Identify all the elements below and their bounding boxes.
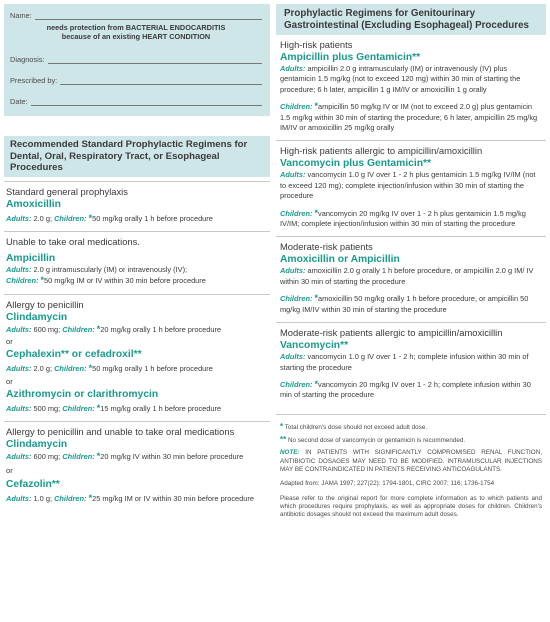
children-dose: amoxicillin 50 mg/kg orally 1 h before procedure, or ampicillin 50 mg/kg IM/IV within 30 min of starting the procedure <box>280 294 529 314</box>
group-moderate-risk-allergic <box>276 322 546 404</box>
group-label: Allergy to penicillin <box>6 298 84 310</box>
children-dose-line <box>280 379 542 401</box>
children-label: Children: <box>62 403 95 413</box>
children-dose: 50 mg/kg orally 1 h before procedure <box>92 213 213 223</box>
adults-label: Adults: <box>6 403 32 413</box>
refer-paragraph: Please refer to the original report for more complete information as to which patients and which procedures require prophylaxis, as well as appropriate doses for children. Children's antibiotic dosages should not exceed the maximum adult doses. <box>280 494 542 519</box>
left-section-title: Recommended Standard Prophylactic Regimens for Dental, Oral, Respiratory Tract, or Esophageal Procedures <box>4 136 270 177</box>
group-label: Moderate-risk patients allergic to ampicillin/amoxicillin <box>280 327 503 339</box>
drug-name: Cephalexin** or cefadroxil** <box>6 349 142 361</box>
adults-dose-line <box>280 170 542 201</box>
children-dose: 20 mg/kg orally 1 h before procedure <box>100 324 222 334</box>
drug-name: Ampicillin plus Gentamicin** <box>280 52 421 63</box>
group-allergy-unable <box>4 421 270 508</box>
dose-line <box>6 403 268 414</box>
children-dose-line <box>280 293 542 315</box>
group-high-risk-allergic <box>276 140 546 232</box>
children-dose: 25 mg/kg IM or IV within 30 min before procedure <box>92 494 254 504</box>
asterisk: * <box>96 402 101 413</box>
adults-dose-line <box>280 352 542 373</box>
prescribed-line <box>10 76 262 85</box>
drug-name: Ampicillin <box>6 252 56 264</box>
adults-label: Adults: <box>6 264 32 274</box>
adults-label: Adults: <box>6 324 32 334</box>
group-label: High-risk patients <box>280 39 353 50</box>
or-separator: or <box>6 376 13 386</box>
adults-dose: 2.0 g intramuscularly (IM) or intravenously (IV); <box>31 264 188 274</box>
footnote-2 <box>280 436 542 445</box>
children-label: Children: <box>280 208 313 218</box>
children-label: Children: <box>280 379 313 389</box>
or-separator: or <box>6 466 13 476</box>
prescribed-label: Prescribed by: <box>10 76 58 85</box>
dose-line <box>6 213 268 224</box>
group-allergy <box>4 294 270 417</box>
adults-label: Adults: <box>280 170 306 180</box>
patient-card <box>4 4 270 116</box>
children-dose: 50 mg/kg orally 1 h before procedure <box>92 364 213 374</box>
asterisk: * <box>88 493 93 504</box>
note-text: IN PATIENTS WITH SIGNIFICANTLY COMPROMISED RENAL FUNCTION, ANTIBIOTIC DOSAGES MAY NEED TO BE MODIFIED. INTRAMUSCULAR INJECTIONS MAY BE CONTRAINDICATED IN PATIENTS RECEIVING ANTICOAGULANTS. <box>280 449 542 473</box>
or-separator: or <box>6 337 13 347</box>
group-unable <box>4 231 270 290</box>
dose-line <box>6 451 268 462</box>
asterisk: * <box>88 212 93 223</box>
note-paragraph <box>280 449 542 474</box>
group-high-risk <box>276 35 546 136</box>
drug-name: Azithromycin or clarithromycin <box>6 388 159 400</box>
left-column <box>4 4 270 508</box>
children-label: Children: <box>280 102 313 112</box>
drug-name: Amoxicillin <box>6 198 61 210</box>
adults-dose-line <box>280 266 542 287</box>
name-line <box>10 11 262 20</box>
right-section-title: Prophylactic Regimens for Genitourinary Gastrointestinal (Excluding Esophageal) Procedures <box>276 4 546 35</box>
footnote-2-text: No second dose of vancomycin or gentamicin is recommended. <box>286 437 466 445</box>
dose-line <box>6 363 268 374</box>
children-dose: 50 mg/kg IM or IV within 30 min before procedure <box>44 276 206 286</box>
adults-dose: ampicillin 2.0 g intramuscularly (IM) or intravenously (IV) plus gentamicin 1.5 mg/kg (not to exceed 120 mg) within 30 min of starting the procedure; 6 h later, ampicillin 1 g IM/IV or amoxicillin 1 g orally <box>280 64 521 94</box>
date-line <box>10 97 262 106</box>
children-label: Children: <box>62 324 95 334</box>
asterisk: * <box>280 421 284 431</box>
children-dose-line <box>280 101 542 133</box>
adults-dose: vancomycin 1.0 g IV over 1 - 2 h plus gentamicin 1.5 mg/kg IV/IM (not to exceed 120 mg); complete injection/infusion within 30 min of starting the procedure <box>280 170 536 201</box>
notice-line2: because of an existing HEART CONDITION <box>61 32 211 41</box>
diagnosis-field[interactable] <box>48 57 262 64</box>
note-label: NOTE: <box>280 449 300 457</box>
children-label: Children: <box>6 276 39 286</box>
children-dose: ampicillin 50 mg/kg IV or IM (not to exceed 2.0 g) plus gentamicin 1.5 mg/kg within 30 min of starting the procedure; 6 h later, ampicillin 25 mg/kg IM/IV or amoxicillin 25 mg/kg orally <box>280 102 538 133</box>
asterisk: * <box>96 323 101 334</box>
adults-label: Adults: <box>280 352 306 362</box>
drug-name: Clindamycin <box>6 438 68 450</box>
children-dose: vancomycin 20 mg/kg IV over 1 - 2 h plus gentamicin 1.5 mg/kg IV/IM; complete injection/infusion within 30 min of starting the procedure <box>280 208 526 229</box>
asterisk: * <box>314 378 319 389</box>
adults-label: Adults: <box>6 451 32 461</box>
adults-dose: 600 mg; <box>31 324 63 334</box>
adults-dose: 2.0 g; <box>31 364 55 374</box>
children-label: Children: <box>62 451 95 461</box>
right-column <box>276 4 546 522</box>
adults-label: Adults: <box>6 364 32 374</box>
footnote-1 <box>280 423 542 432</box>
children-dose: vancomycin 20 mg/kg IV over 1 - 2 h; complete infusion within 30 min of starting the procedure <box>280 379 531 400</box>
date-field[interactable] <box>31 99 262 106</box>
children-label: Children: <box>54 213 87 223</box>
footnote-1-text: Total children's dose should not exceed adult dose. <box>283 423 428 431</box>
adults-label: Adults: <box>6 213 32 223</box>
group-label: Unable to take oral medications. <box>6 235 140 247</box>
notice-line1: needs protection from BACTERIAL ENDOCARDITIS <box>46 23 226 32</box>
group-label: High-risk patients allergic to ampicillin/amoxicillin <box>280 145 483 157</box>
group-label: Allergy to penicillin and unable to take oral medications <box>6 425 235 437</box>
date-label: Date: <box>10 97 28 106</box>
drug-name: Amoxicillin or Ampicillin <box>280 254 400 266</box>
adults-dose: vancomycin 1.0 g IV over 1 - 2 h; complete infusion within 30 min of starting the procedure <box>280 352 529 372</box>
double-asterisk: ** <box>280 435 287 445</box>
children-label: Children: <box>54 494 87 504</box>
adults-dose: 1.0 g; <box>31 494 55 504</box>
group-moderate-risk <box>276 236 546 318</box>
name-label: Name: <box>10 11 32 20</box>
asterisk: * <box>314 101 319 112</box>
asterisk: * <box>40 275 45 286</box>
asterisk: * <box>96 450 101 461</box>
dose-line <box>6 324 268 335</box>
diagnosis-label: Diagnosis: <box>10 55 45 64</box>
asterisk: * <box>88 363 93 374</box>
drug-name: Vancomycin** <box>280 340 349 352</box>
children-label: Children: <box>280 294 313 304</box>
adults-dose: 500 mg; <box>31 403 63 413</box>
drug-name: Clindamycin <box>6 311 68 323</box>
dose-line <box>6 493 268 504</box>
drug-name: Vancomycin plus Gentamicin** <box>280 158 432 170</box>
group-label: Standard general prophylaxis <box>6 185 128 197</box>
children-dose: 20 mg/kg IV within 30 min before procedure <box>100 451 244 461</box>
group-label: Moderate-risk patients <box>280 241 373 253</box>
group-general <box>4 181 270 227</box>
drug-name: Cefazolin** <box>6 479 60 491</box>
adults-dose-line <box>280 64 542 95</box>
dose-line <box>6 265 268 275</box>
dose-line <box>6 275 268 286</box>
adults-dose: 600 mg; <box>31 451 63 461</box>
children-label: Children: <box>54 364 87 374</box>
adapted-from: Adapted from: JAMA 1997; 227(22): 1794-1801, CIRC 2007; 116; 1736-1754 <box>280 480 495 488</box>
children-dose: 15 mg/kg orally 1 h before procedure <box>100 403 222 413</box>
adults-label: Adults: <box>280 64 306 73</box>
footnotes <box>276 414 546 523</box>
diagnosis-line <box>10 55 262 64</box>
prescribed-field[interactable] <box>60 78 262 85</box>
children-dose-line <box>280 208 542 230</box>
adults-dose: amoxicillin 2.0 g orally 1 h before procedure, or ampicillin 2.0 g IM/ IV within 30 min of starting the procedure <box>280 266 534 286</box>
adults-dose: 2.0 g; <box>31 213 55 223</box>
asterisk: * <box>314 293 319 304</box>
name-field[interactable] <box>35 13 262 20</box>
adults-label: Adults: <box>6 494 32 504</box>
asterisk: * <box>314 207 319 218</box>
adults-label: Adults: <box>280 266 306 276</box>
